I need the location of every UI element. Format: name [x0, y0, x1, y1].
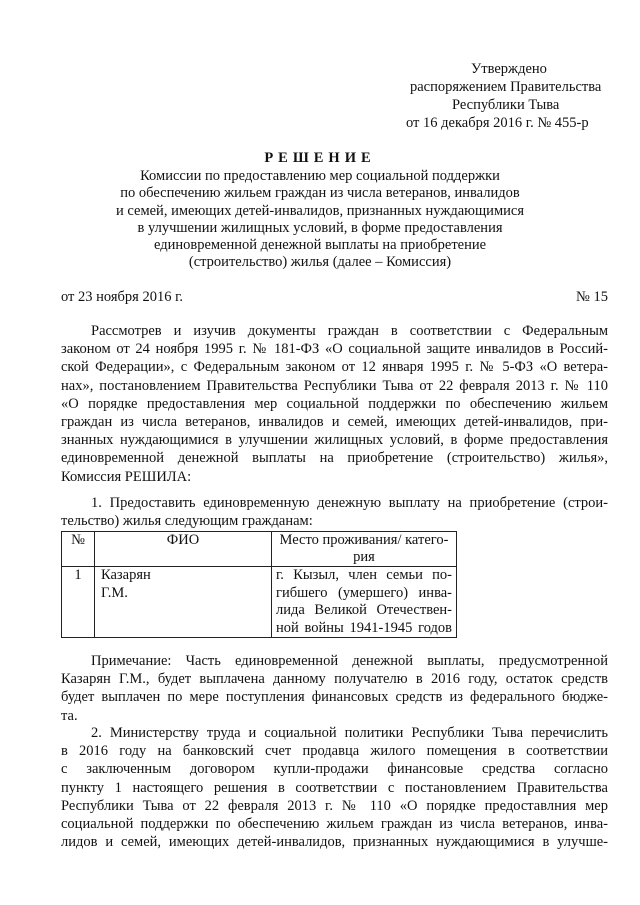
paragraph-line: социальной поддержки по обеспечению жильем граждан из числа ветеранов, инва- — [61, 815, 608, 832]
paragraph-line: с заключенным договором купли-продажи финансовые средства согласно — [61, 761, 608, 778]
item-1-paragraph — [61, 494, 608, 530]
header-num: № — [62, 532, 95, 567]
subtitle-line: (строительство) жилья (далее – Комиссия) — [188, 254, 452, 271]
header-place-line: рия — [353, 549, 375, 565]
cell-num: 1 — [62, 567, 95, 638]
subtitle-line: по обеспечению жильем граждан из числа ветеранов, инвалидов — [120, 185, 520, 202]
subtitle-line: Комиссии по предоставлению мер социальной поддержки — [140, 168, 500, 184]
paragraph-line: будет выплачен по мере поступления финансовых средств из федерального бюдже- — [61, 689, 608, 706]
place-line: гибшего (умершего) инва- — [276, 584, 452, 601]
paragraph-line: та. — [61, 707, 78, 724]
place-line: ной войны 1941-1945 годов — [276, 619, 452, 636]
document-heading: РЕШЕНИЕ — [264, 150, 376, 166]
paragraph-line: Республики Тыва от 22 февраля 2013 г. № 110 «О порядке предоставлния мер — [61, 797, 608, 814]
paragraph-line: Казарян Г.М., будет выплачена данному получателю в 2016 году, остаток средств — [61, 671, 608, 688]
recipients-table — [61, 531, 457, 638]
cell-place — [272, 567, 457, 638]
cell-name — [95, 567, 272, 638]
subtitle-line: в улучшении жилищных условий, в форме предоставления — [137, 219, 503, 236]
header-place-line: Место проживания/ катего- — [279, 532, 449, 548]
paragraph-line: нах», постановлением Правительства Республики Тыва от 22 февраля 2013 г. № 110 — [61, 377, 608, 394]
paragraph-line: ской Федерации», с Федеральным законом от 12 января 1995 г. № 5-ФЗ «О ветера- — [61, 359, 608, 376]
paragraph-line: Рассмотрев и изучив документы граждан в соответствии с Федеральным — [91, 323, 608, 339]
note-paragraph — [61, 652, 608, 725]
table-row — [62, 567, 457, 638]
decision-number: № 15 — [576, 289, 608, 305]
subtitle-line: и семей, имеющих детей-инвалидов, признанных нуждающимися — [116, 202, 524, 219]
paragraph-line: в 2016 году на банковский счет продавца жилого помещения в соответствии — [61, 743, 608, 760]
item-2-paragraph — [61, 724, 608, 851]
document-subtitle — [0, 168, 640, 272]
approval-stamp — [400, 60, 620, 132]
paragraph-line: Комиссия РЕШИЛА: — [61, 468, 192, 485]
approval-line: Республики Тыва — [452, 97, 560, 113]
approval-line: Утверждено — [471, 61, 547, 77]
decision-date: от 23 ноября 2016 г. — [61, 289, 184, 305]
paragraph-line: знанных нуждающимися в улучшении жилищных условий, в форме предоставления — [61, 432, 608, 449]
header-place — [272, 532, 457, 567]
paragraph-line: пункту 1 настоящего решения в соответствии с постановлением Правительства — [61, 779, 608, 796]
approval-line: от 16 декабря 2016 г. № 455-р — [406, 115, 589, 131]
paragraph-line: 2. Министерству труда и социальной политики Республики Тыва перечислить — [91, 725, 608, 741]
paragraph-line: Примечание: Часть единовременной денежной выплаты, предусмотренной — [91, 653, 608, 669]
intro-paragraph — [61, 322, 608, 486]
place-line: лида Великой Отечествен- — [276, 602, 452, 618]
paragraph-line: «О порядке предоставления мер социальной поддержки по обеспечению жильем — [61, 395, 608, 412]
paragraph-line: единовременной денежной выплаты на приобретение (строительство) жилья», — [61, 450, 608, 467]
decision-dateline — [61, 289, 608, 306]
paragraph-line: граждан из числа ветеранов, инвалидов и семей, имеющих детей-инвалидов, при- — [61, 413, 608, 430]
table-header-row — [62, 532, 457, 567]
paragraph-line: тельство) жилья следующим гражданам: — [61, 513, 313, 530]
paragraph-line: законом от 24 ноября 1995 г. № 181-ФЗ «О социальной защите инвалидов в Россий- — [61, 341, 608, 358]
paragraph-line: 1. Предоставить единовременную денежную выплату на приобретение (строи- — [91, 495, 608, 511]
approval-line: распоряжением Правительства — [410, 79, 602, 95]
name-line: Г.М. — [101, 584, 128, 601]
name-line: Казарян — [101, 567, 151, 583]
header-name: ФИО — [95, 532, 272, 567]
paragraph-line: лидов и семей, имеющих детей-инвалидов, признанных нуждающимися в улучше- — [61, 834, 608, 851]
subtitle-line: единовременной денежной выплаты на приобретение — [153, 237, 487, 254]
place-line: г. Кызыл, член семьи по- — [276, 567, 452, 583]
